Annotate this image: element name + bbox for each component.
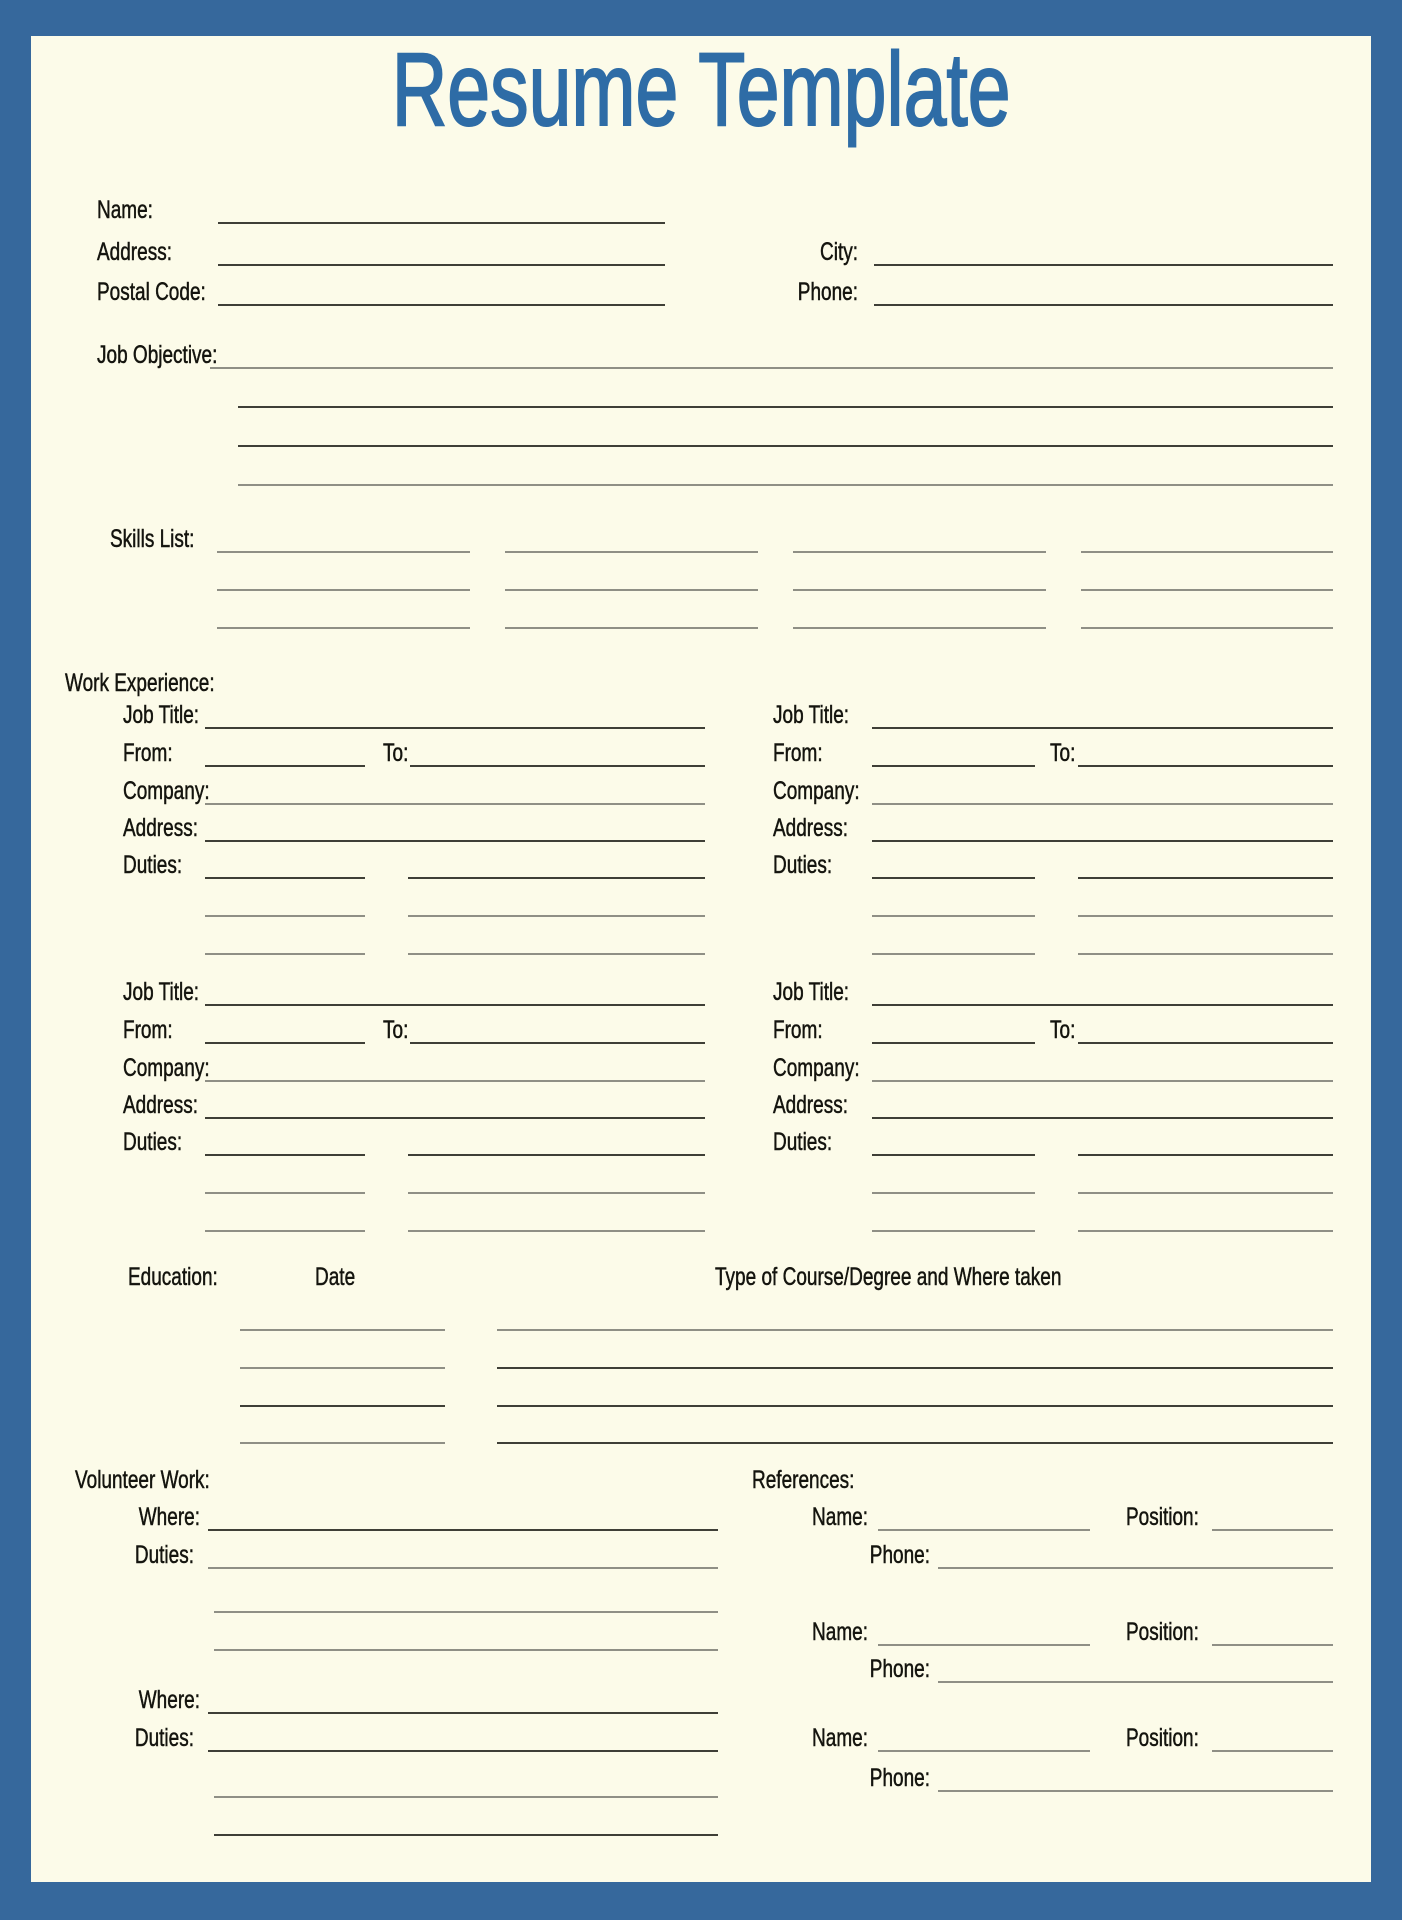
reference1-phone-label: Phone: (869, 1541, 930, 1569)
job3-duty-input-r3c2[interactable] (408, 1204, 705, 1232)
work-experience-label: Work Experience: (65, 669, 215, 697)
job2-title-input[interactable] (872, 701, 1333, 729)
job3-to-input[interactable] (410, 1016, 705, 1044)
education-course-input-2[interactable] (497, 1341, 1333, 1369)
job-objective-input-4[interactable] (238, 458, 1333, 486)
job4-duties-label: Duties: (773, 1128, 833, 1156)
volunteer1-duties-input-2[interactable] (214, 1585, 718, 1613)
job1-duty-input-r2c1[interactable] (205, 889, 365, 917)
job-objective-label: Job Objective: (97, 341, 218, 369)
reference3-name-input[interactable] (878, 1724, 1090, 1752)
volunteer2-where-input[interactable] (208, 1686, 718, 1714)
postal-code-input[interactable] (218, 278, 665, 306)
skill-input-r3c1[interactable] (217, 601, 470, 629)
job1-from-input[interactable] (205, 739, 365, 767)
reference1-position-label: Position: (1126, 1503, 1199, 1531)
job1-duty-input-r3c2[interactable] (408, 927, 705, 955)
postal-code-label: Postal Code: (97, 278, 206, 306)
job4-from-label: From: (773, 1016, 823, 1044)
job1-duty-input-r1c1[interactable] (205, 851, 365, 879)
job1-from-label: From: (123, 739, 173, 767)
reference2-phone-label: Phone: (869, 1655, 930, 1683)
job2-from-input[interactable] (872, 739, 1035, 767)
skill-input-r3c4[interactable] (1081, 601, 1333, 629)
skill-input-r3c3[interactable] (793, 601, 1046, 629)
reference1-position-input[interactable] (1212, 1503, 1333, 1531)
job2-duties-label: Duties: (773, 851, 833, 879)
name-label: Name: (97, 196, 153, 224)
job4-company-label: Company: (773, 1054, 860, 1082)
job1-duty-input-r2c2[interactable] (408, 889, 705, 917)
job4-to-label: To: (1050, 1016, 1076, 1044)
skill-input-r2c4[interactable] (1081, 563, 1333, 591)
job3-company-input[interactable] (205, 1054, 705, 1082)
volunteer1-where-label: Where: (138, 1503, 200, 1531)
job1-title-label: Job Title: (123, 701, 200, 729)
skill-input-r1c3[interactable] (793, 525, 1046, 553)
skill-input-r2c3[interactable] (793, 563, 1046, 591)
job1-to-label: To: (383, 739, 409, 767)
page-title-wrap (0, 30, 1402, 150)
skill-input-r1c2[interactable] (505, 525, 758, 553)
education-label: Education: (128, 1263, 218, 1291)
job4-duty-input-r3c1[interactable] (872, 1204, 1035, 1232)
job4-company-input[interactable] (872, 1054, 1333, 1082)
job4-address-label: Address: (773, 1091, 848, 1119)
job1-title-input[interactable] (205, 701, 705, 729)
reference1-name-input[interactable] (878, 1503, 1090, 1531)
phone-input[interactable] (874, 278, 1333, 306)
volunteer1-duties-input-1[interactable] (208, 1541, 718, 1569)
job3-duty-input-r2c2[interactable] (408, 1166, 705, 1194)
job-objective-input-2[interactable] (238, 380, 1333, 408)
job1-duty-input-r3c1[interactable] (205, 927, 365, 955)
job3-title-input[interactable] (205, 978, 705, 1006)
job2-duty-input-r1c2[interactable] (1078, 851, 1333, 879)
job3-from-label: From: (123, 1016, 173, 1044)
name-input[interactable] (218, 196, 665, 224)
education-course-header: Type of Course/Degree and Where taken (715, 1263, 1062, 1291)
phone-label: Phone: (797, 278, 858, 306)
address-label: Address: (97, 238, 172, 266)
reference3-position-input[interactable] (1212, 1724, 1333, 1752)
job1-address-input[interactable] (205, 814, 705, 842)
job1-to-input[interactable] (410, 739, 705, 767)
job3-duty-input-r2c1[interactable] (205, 1166, 365, 1194)
job1-company-input[interactable] (205, 777, 705, 805)
job4-duty-input-r1c2[interactable] (1078, 1128, 1333, 1156)
address-input[interactable] (218, 238, 665, 266)
job3-duty-input-r1c1[interactable] (205, 1128, 365, 1156)
volunteer2-duties-input-2[interactable] (214, 1770, 718, 1798)
skills-list-label: Skills List: (110, 525, 195, 553)
reference1-name-label: Name: (812, 1503, 868, 1531)
volunteer-work-label: Volunteer Work: (75, 1466, 210, 1494)
job-objective-input-3[interactable] (238, 419, 1333, 447)
skill-input-r1c4[interactable] (1081, 525, 1333, 553)
job4-duty-input-r3c2[interactable] (1078, 1204, 1333, 1232)
job4-duty-input-r2c1[interactable] (872, 1166, 1035, 1194)
job2-address-label: Address: (773, 814, 848, 842)
job3-duties-label: Duties: (123, 1128, 183, 1156)
job2-duty-input-r2c1[interactable] (872, 889, 1035, 917)
job3-duty-input-r3c1[interactable] (205, 1204, 365, 1232)
skill-input-r1c1[interactable] (217, 525, 470, 553)
job1-duty-input-r1c2[interactable] (408, 851, 705, 879)
volunteer1-duties-input-3[interactable] (214, 1623, 718, 1651)
skill-input-r3c2[interactable] (505, 601, 758, 629)
reference2-name-label: Name: (812, 1618, 868, 1646)
job1-address-label: Address: (123, 814, 198, 842)
job3-to-label: To: (383, 1016, 409, 1044)
education-course-input-1[interactable] (497, 1303, 1333, 1331)
job1-duties-label: Duties: (123, 851, 183, 879)
job2-to-input[interactable] (1078, 739, 1333, 767)
education-date-input-3[interactable] (240, 1379, 445, 1407)
job4-from-input[interactable] (872, 1016, 1035, 1044)
education-date-input-2[interactable] (240, 1341, 445, 1369)
reference2-phone-input[interactable] (938, 1655, 1333, 1683)
skill-input-r2c1[interactable] (217, 563, 470, 591)
job3-address-label: Address: (123, 1091, 198, 1119)
education-date-header: Date (315, 1263, 356, 1291)
job2-address-input[interactable] (872, 814, 1333, 842)
volunteer2-duties-input-1[interactable] (208, 1724, 718, 1752)
volunteer2-duties-input-3[interactable] (214, 1808, 718, 1836)
job2-from-label: From: (773, 739, 823, 767)
reference3-phone-label: Phone: (869, 1764, 930, 1792)
volunteer1-duties-label: Duties: (134, 1541, 194, 1569)
job4-duty-input-r1c1[interactable] (872, 1128, 1035, 1156)
job2-to-label: To: (1050, 739, 1076, 767)
skill-input-r2c2[interactable] (505, 563, 758, 591)
reference2-position-label: Position: (1126, 1618, 1199, 1646)
reference3-phone-input[interactable] (938, 1764, 1333, 1792)
job2-duty-input-r3c1[interactable] (872, 927, 1035, 955)
education-date-input-4[interactable] (240, 1416, 445, 1444)
reference3-name-label: Name: (812, 1724, 868, 1752)
job2-duty-input-r3c2[interactable] (1078, 927, 1333, 955)
job3-address-input[interactable] (205, 1091, 705, 1119)
job-objective-input-1[interactable] (210, 341, 1333, 369)
reference2-position-input[interactable] (1212, 1618, 1333, 1646)
city-label: City: (820, 238, 858, 266)
job2-duty-input-r1c1[interactable] (872, 851, 1035, 879)
volunteer1-where-input[interactable] (208, 1503, 718, 1531)
volunteer2-duties-label: Duties: (134, 1724, 194, 1752)
job2-company-label: Company: (773, 777, 860, 805)
job2-title-label: Job Title: (773, 701, 850, 729)
job4-title-input[interactable] (872, 978, 1333, 1006)
city-input[interactable] (874, 238, 1333, 266)
education-course-input-3[interactable] (497, 1379, 1333, 1407)
reference3-position-label: Position: (1126, 1724, 1199, 1752)
job4-duty-input-r2c2[interactable] (1078, 1166, 1333, 1194)
job3-from-input[interactable] (205, 1016, 365, 1044)
job1-company-label: Company: (123, 777, 210, 805)
job4-address-input[interactable] (872, 1091, 1333, 1119)
education-course-input-4[interactable] (497, 1416, 1333, 1444)
page-title: Resume Template (391, 32, 1011, 148)
job2-company-input[interactable] (872, 777, 1333, 805)
volunteer2-where-label: Where: (138, 1686, 200, 1714)
job4-title-label: Job Title: (773, 978, 850, 1006)
education-date-input-1[interactable] (240, 1303, 445, 1331)
job2-duty-input-r2c2[interactable] (1078, 889, 1333, 917)
job3-duty-input-r1c2[interactable] (408, 1128, 705, 1156)
job3-title-label: Job Title: (123, 978, 200, 1006)
references-label: References: (752, 1466, 855, 1494)
job4-to-input[interactable] (1078, 1016, 1333, 1044)
reference1-phone-input[interactable] (938, 1541, 1333, 1569)
reference2-name-input[interactable] (878, 1618, 1090, 1646)
job3-company-label: Company: (123, 1054, 210, 1082)
